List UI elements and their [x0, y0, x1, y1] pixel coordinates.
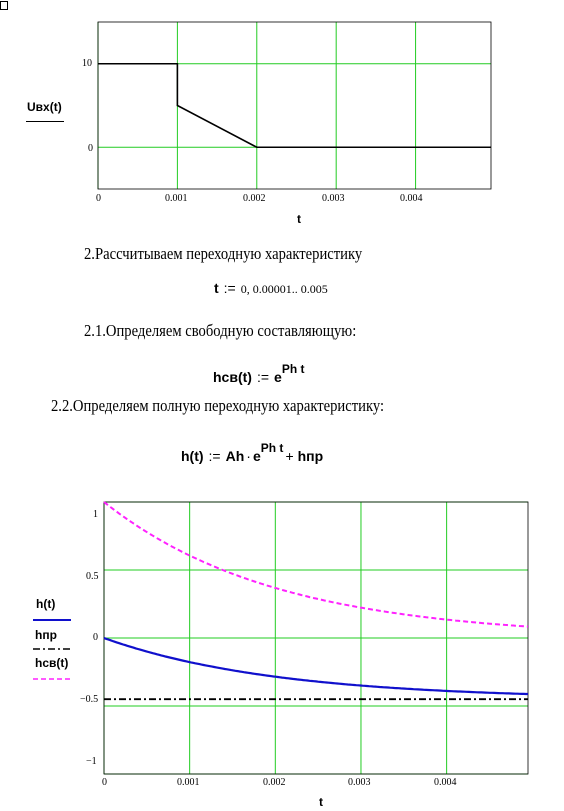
step-2-2-heading: 2.2.Определяем полную переходную характеристику:: [51, 396, 385, 415]
chart2-ytick: 0.5: [86, 571, 99, 582]
chart2-series: [104, 502, 528, 699]
h-lhs: h(t): [181, 448, 204, 464]
chart1-grid: [98, 22, 491, 189]
legend-h-label: h(t): [36, 597, 56, 611]
chart2-xtick: 0: [102, 777, 107, 788]
hsv-lhs: hсв(t): [213, 369, 252, 385]
h-formula: [181, 441, 324, 464]
chart2-series-h: [104, 638, 528, 694]
chart2-xlabel: t: [319, 795, 323, 809]
chart1-ytick-0: 0: [88, 143, 93, 154]
chart2-ytick: 1: [93, 509, 98, 520]
chart2-series-hsv: [104, 502, 528, 627]
h-coefficient: Ah: [225, 448, 245, 464]
assign-op: :=: [223, 280, 236, 296]
step-2-heading: 2.Рассчитываем переходную характеристику: [84, 244, 363, 263]
exp-power: Ph t: [281, 362, 305, 376]
h-steady: hпр: [297, 448, 324, 464]
mult-dot: ·: [246, 448, 251, 464]
chart1-xtick: 0.001: [165, 193, 188, 204]
exp-base: e: [252, 448, 261, 464]
legend-hsv-line: [32, 676, 72, 682]
chart1-series: [98, 64, 491, 148]
chart1-legend-line: [26, 121, 64, 122]
chart1-series-uvx: [98, 64, 491, 148]
plus-op: +: [285, 448, 294, 464]
exp-base: e: [274, 369, 282, 385]
chart2-xtick: 0.001: [177, 777, 200, 788]
legend-hpr-line: [32, 646, 72, 652]
legend-hpr-label: hпр: [35, 628, 57, 642]
assign-op: :=: [208, 448, 221, 464]
chart2-xtick: 0.002: [263, 777, 286, 788]
chart2-grid: [104, 502, 528, 774]
legend-hsv-label: hсв(t): [35, 656, 69, 670]
t-range-formula: [214, 280, 328, 297]
t-variable: t: [214, 280, 219, 296]
legend-h-line: [33, 619, 71, 621]
chart1-ylabel: Uвх(t): [27, 100, 62, 114]
chart1-ytick-10: 10: [82, 58, 92, 69]
t-range-value: 0, 0.00001.. 0.005: [240, 282, 328, 296]
chart2-ytick: −0.5: [80, 694, 99, 705]
exp-power: Ph t: [260, 441, 284, 455]
chart2-ytick: 0: [93, 632, 98, 643]
chart2-xtick: 0.003: [348, 777, 371, 788]
chart1-xtick: 0.002: [243, 193, 266, 204]
chart1-xtick: 0.003: [322, 193, 345, 204]
chart2-ytick: −1: [86, 756, 97, 767]
chart1-xlabel: t: [297, 212, 301, 226]
chart1-xtick: 0: [96, 193, 101, 204]
assign-op: :=: [256, 369, 270, 385]
chart2-xtick: 0.004: [434, 777, 457, 788]
hsv-formula: [213, 362, 305, 385]
chart1-plot-frame: [98, 22, 491, 189]
step-2-1-heading: 2.1.Определяем свободную составляющую:: [84, 321, 357, 340]
chart1-xtick: 0.004: [400, 193, 423, 204]
